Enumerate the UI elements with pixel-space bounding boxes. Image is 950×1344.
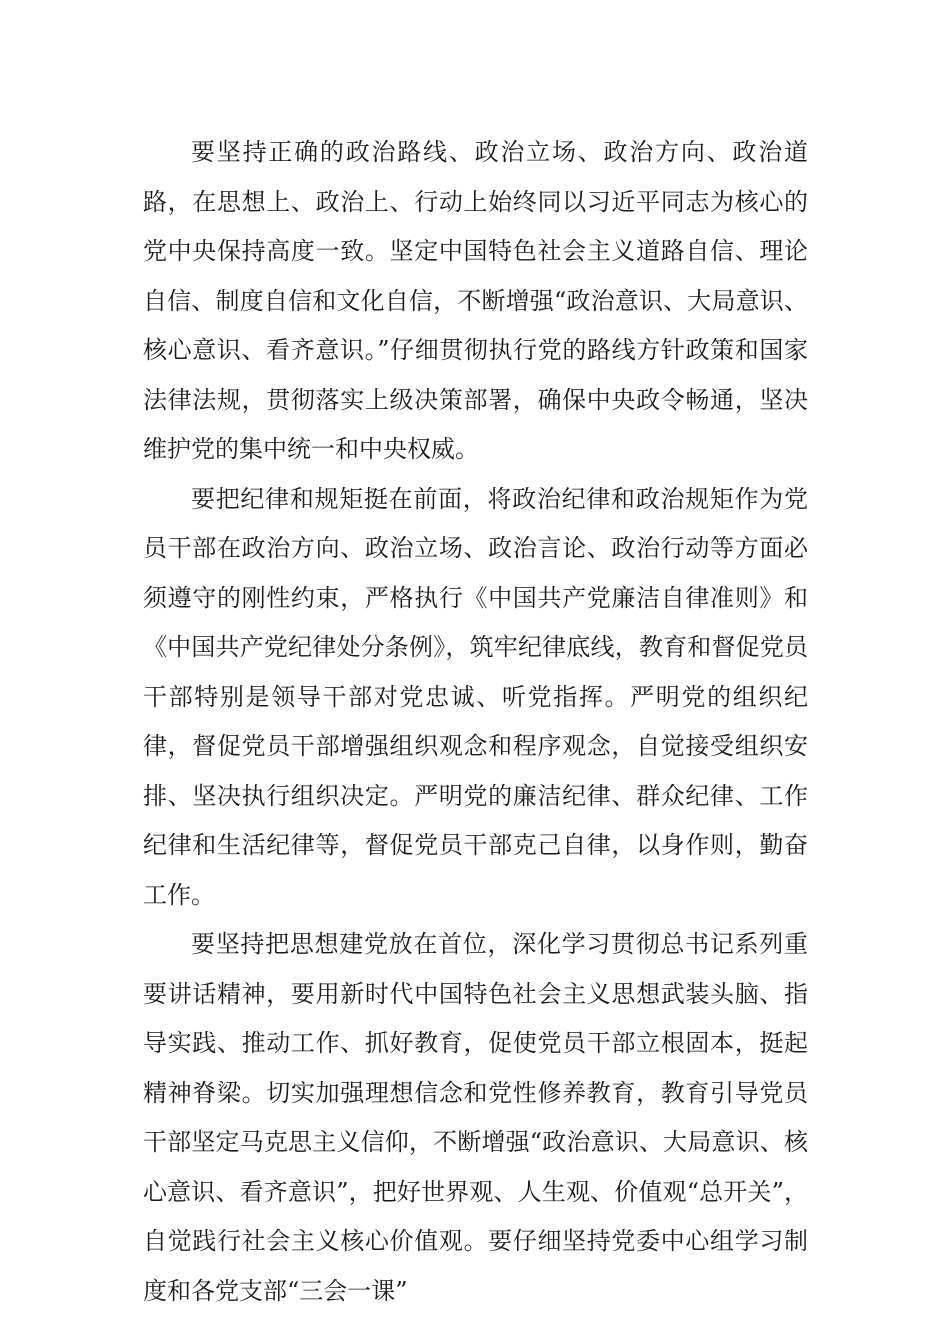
paragraph-discipline-rules: 要把纪律和规矩挺在前面，将政治纪律和政治规矩作为党员干部在政治方向、政治立场、政治言论、政治行动等方面必须遵守的刚性约束，严格执行《中国共产党廉洁自律准则》和《中国共产党纪律处分条例》，筑牢纪律底线，教育和督促党员干部特别是领导干部对党忠诚、听党指挥。严明党的组织纪律，督促党员干部增强组织观念和程序观念，自觉接受组织安排、坚决执行组织决定。严明党的廉洁纪律、群众纪律、工作纪律和生活纪律等，督促党员干部克己自律，以身作则，勤奋工作。 [143, 484, 808, 909]
paragraph-ideological-building: 要坚持把思想建党放在首位，深化学习贯彻总书记系列重要讲话精神，要用新时代中国特色社会主义思想武装头脑、指导实践、推动工作、抓好教育，促使党员干部立根固本，挺起精神脊梁。切实加强理想信念和党性修养教育，教育引导党员干部坚定马克思主义信仰，不断增强“政治意识、大局意识、核心意识、看齐意识”，把好世界观、人生观、价值观“总开关”，自觉践行社会主义核心价值观。要仔细坚持党委中心组学习制度和各党支部“三会一课” [143, 930, 808, 1305]
document-body [143, 128, 808, 1316]
paragraph-political-line: 要坚持正确的政治路线、政治立场、政治方向、政治道路，在思想上、政治上、行动上始终同以习近平同志为核心的党中央保持高度一致。坚定中国特色社会主义道路自信、理论自信、制度自信和文化自信，不断增强“政治意识、大局意识、核心意识、看齐意识。”仔细贯彻执行党的路线方针政策和国家法律法规，贯彻落实上级决策部署，确保中央政令畅通，坚决维护党的集中统一和中央权威。 [143, 138, 808, 463]
